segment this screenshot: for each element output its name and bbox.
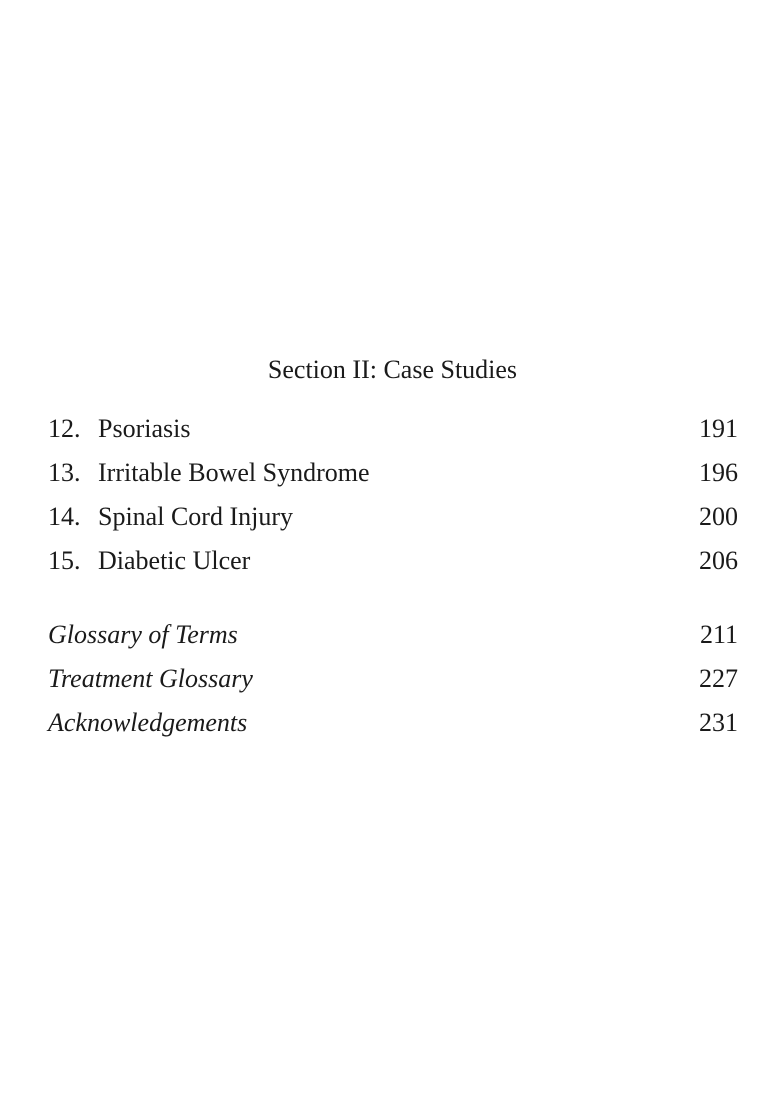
page-number: 231 [699, 708, 738, 737]
toc-entry-chapter-12 [48, 411, 738, 447]
chapter-number: 15. [48, 546, 81, 575]
page-number: 200 [699, 502, 738, 531]
page-number: 191 [699, 414, 738, 443]
toc-entry-chapter-14 [48, 499, 738, 535]
page-number: 227 [699, 664, 738, 693]
chapter-title: Irritable Bowel Syndrome [98, 458, 370, 487]
back-matter-title: Glossary of Terms [48, 620, 238, 649]
chapter-title: Diabetic Ulcer [98, 546, 251, 575]
back-matter-title: Treatment Glossary [48, 664, 253, 693]
page-number: 206 [699, 546, 738, 575]
back-matter-title: Acknowledgements [48, 708, 248, 737]
toc-entry-acknowledgements [48, 705, 738, 741]
toc-entry-glossary-of-terms [48, 617, 738, 653]
chapter-number: 13. [48, 458, 81, 487]
chapter-title: Spinal Cord Injury [98, 502, 293, 531]
toc-entry-chapter-13 [48, 455, 738, 491]
chapter-number: 14. [48, 502, 81, 531]
page-number: 211 [699, 620, 738, 649]
chapter-number: 12. [48, 414, 81, 443]
chapter-title: Psoriasis [98, 414, 191, 443]
section-heading: Section II: Case Studies [267, 355, 518, 384]
toc-entry-chapter-15 [48, 543, 738, 579]
toc-entry-treatment-glossary [48, 661, 738, 697]
page-number: 196 [699, 458, 738, 487]
